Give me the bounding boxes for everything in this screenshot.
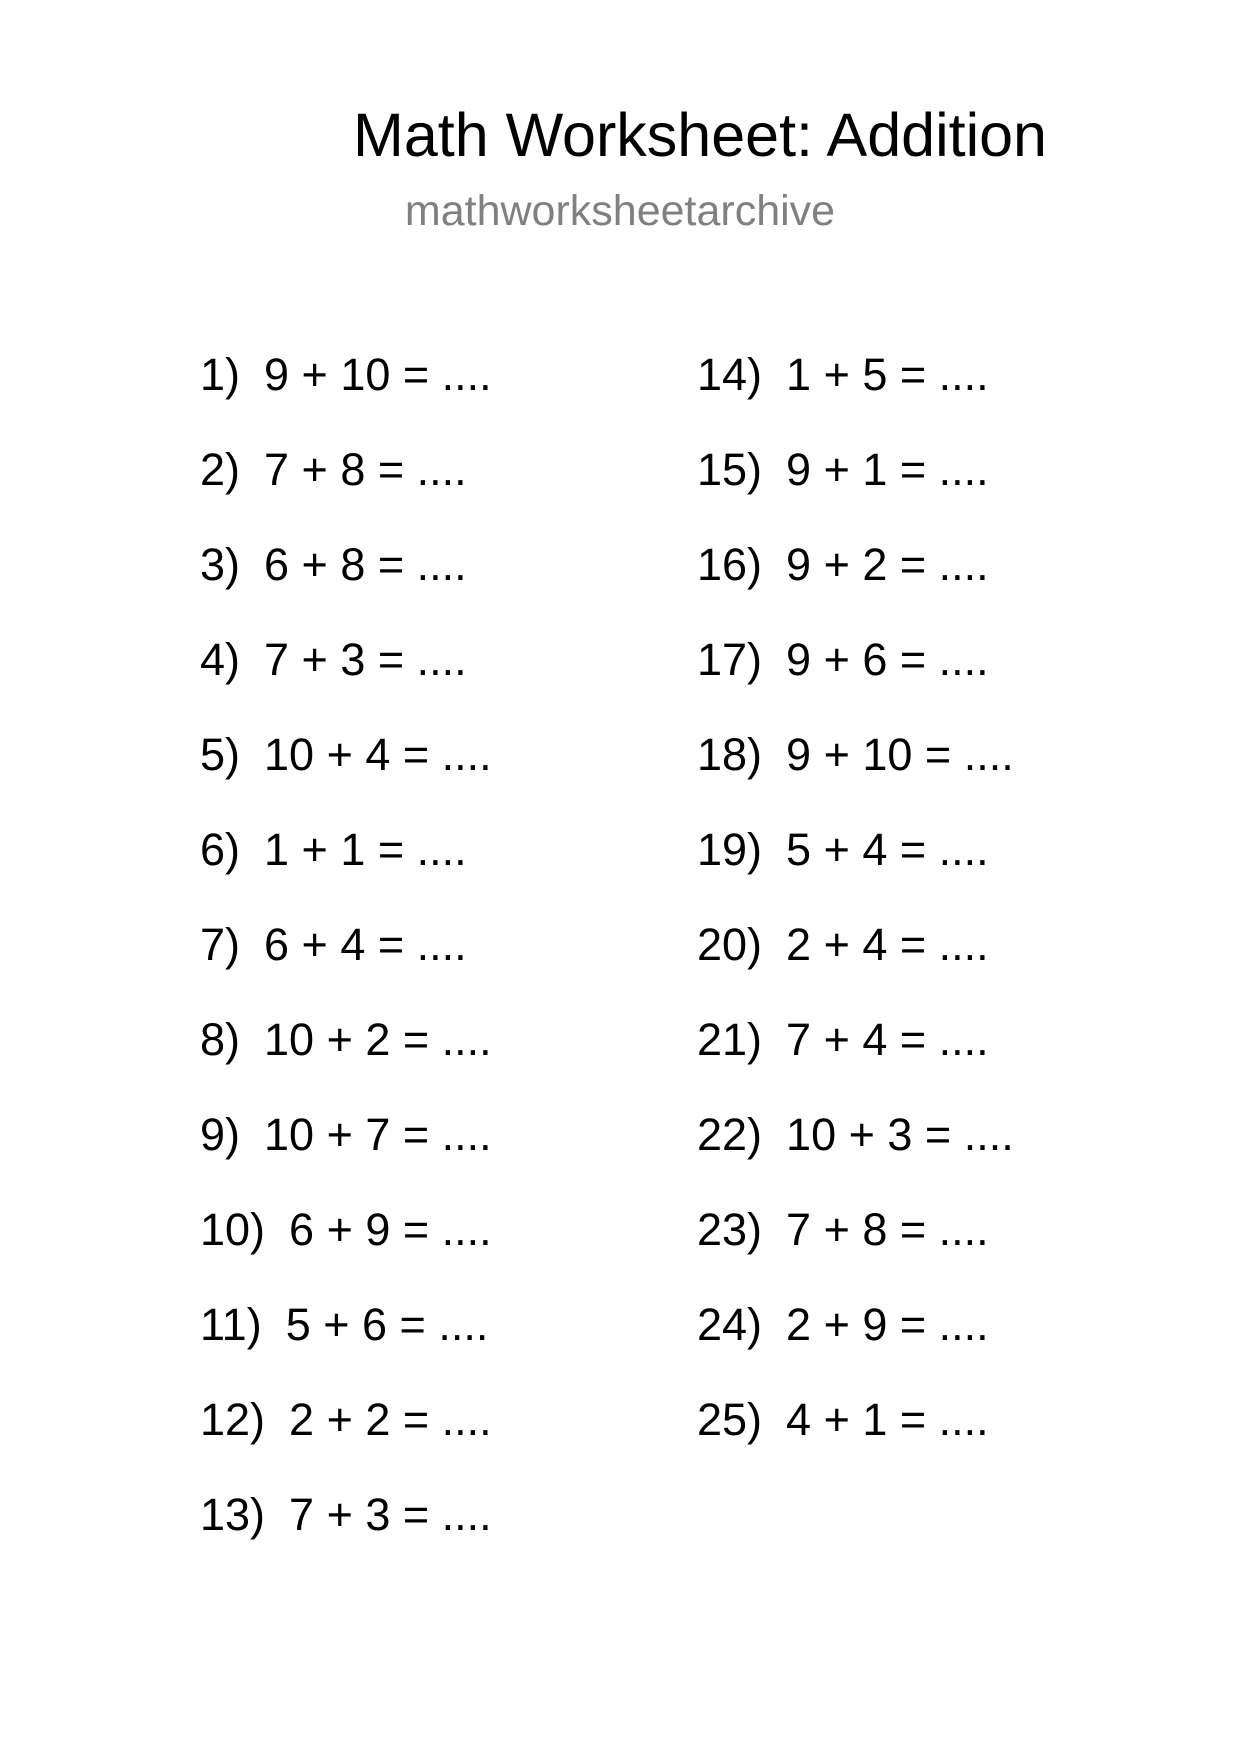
- problem-number: 4): [200, 634, 241, 685]
- problem-item: [697, 630, 1014, 725]
- problem-item: [200, 915, 492, 1010]
- problem-item: [697, 1105, 1014, 1200]
- problem-number: 10): [200, 1204, 266, 1255]
- problem-item: [200, 1390, 492, 1485]
- problem-item: [697, 915, 1014, 1010]
- problem-number: 21): [697, 1014, 763, 1065]
- problem-item: [200, 1105, 492, 1200]
- worksheet-source: mathworksheetarchive: [404, 187, 836, 235]
- problem-expression: 7 + 3 = ....: [264, 634, 467, 685]
- problems-column-left: [200, 345, 492, 1580]
- problem-item: [697, 725, 1014, 820]
- problem-expression: 10 + 3 = ....: [786, 1109, 1014, 1160]
- problem-expression: 2 + 9 = ....: [786, 1299, 989, 1350]
- problem-item: [200, 630, 492, 725]
- problem-item: [200, 1485, 492, 1580]
- problem-number: 7): [200, 919, 241, 970]
- problem-expression: 9 + 2 = ....: [786, 539, 989, 590]
- problem-number: 24): [697, 1299, 763, 1350]
- problem-expression: 7 + 8 = ....: [786, 1204, 989, 1255]
- problem-expression: 6 + 8 = ....: [264, 539, 467, 590]
- problem-item: [200, 1010, 492, 1105]
- problem-number: 8): [200, 1014, 241, 1065]
- problem-item: [697, 1200, 1014, 1295]
- problem-item: [200, 1295, 492, 1390]
- problem-item: [697, 440, 1014, 535]
- problem-item: [200, 820, 492, 915]
- problem-number: 2): [200, 444, 241, 495]
- problem-expression: 1 + 1 = ....: [264, 824, 467, 875]
- problem-expression: 5 + 4 = ....: [786, 824, 989, 875]
- problem-expression: 1 + 5 = ....: [786, 349, 989, 400]
- problem-number: 15): [697, 444, 763, 495]
- problem-item: [697, 535, 1014, 630]
- problem-expression: 5 + 6 = ....: [285, 1299, 489, 1350]
- problem-number: 16): [697, 539, 763, 590]
- problem-item: [697, 345, 1014, 440]
- problem-item: [200, 440, 492, 535]
- problems-column-right: [697, 345, 1014, 1485]
- problem-number: 17): [697, 634, 763, 685]
- worksheet-title: Math Worksheet: Addition: [353, 101, 1047, 169]
- problem-number: 13): [200, 1489, 266, 1540]
- problem-expression: 10 + 4 = ....: [264, 729, 492, 780]
- problem-item: [200, 535, 492, 630]
- problem-expression: 7 + 8 = ....: [264, 444, 467, 495]
- problem-number: 25): [697, 1394, 763, 1445]
- problem-number: 5): [200, 729, 241, 780]
- problem-expression: 6 + 9 = ....: [289, 1204, 492, 1255]
- problem-number: 9): [200, 1109, 241, 1160]
- problem-number: 1): [200, 349, 241, 400]
- problem-item: [200, 1200, 492, 1295]
- problem-expression: 10 + 7 = ....: [264, 1109, 492, 1160]
- problem-expression: 9 + 10 = ....: [264, 349, 492, 400]
- problem-expression: 7 + 4 = ....: [786, 1014, 989, 1065]
- problem-number: 12): [200, 1394, 266, 1445]
- problem-number: 20): [697, 919, 763, 970]
- problem-item: [200, 725, 492, 820]
- problem-expression: 9 + 1 = ....: [786, 444, 989, 495]
- problem-number: 22): [697, 1109, 763, 1160]
- problem-expression: 4 + 1 = ....: [786, 1394, 989, 1445]
- problem-number: 23): [697, 1204, 763, 1255]
- problem-number: 18): [697, 729, 763, 780]
- problem-expression: 6 + 4 = ....: [264, 919, 467, 970]
- problem-item: [697, 1010, 1014, 1105]
- problem-expression: 10 + 2 = ....: [264, 1014, 492, 1065]
- problem-expression: 9 + 6 = ....: [786, 634, 989, 685]
- problem-item: [697, 1295, 1014, 1390]
- problem-number: 3): [200, 539, 241, 590]
- problem-expression: 9 + 10 = ....: [786, 729, 1014, 780]
- problem-number: 6): [200, 824, 241, 875]
- problem-item: [697, 1390, 1014, 1485]
- problem-item: [200, 345, 492, 440]
- problem-item: [697, 820, 1014, 915]
- problem-number: 14): [697, 349, 763, 400]
- problem-number: 19): [697, 824, 763, 875]
- problem-number: 11): [200, 1299, 262, 1350]
- problem-expression: 2 + 2 = ....: [289, 1394, 492, 1445]
- problem-expression: 2 + 4 = ....: [786, 919, 989, 970]
- problem-expression: 7 + 3 = ....: [289, 1489, 492, 1540]
